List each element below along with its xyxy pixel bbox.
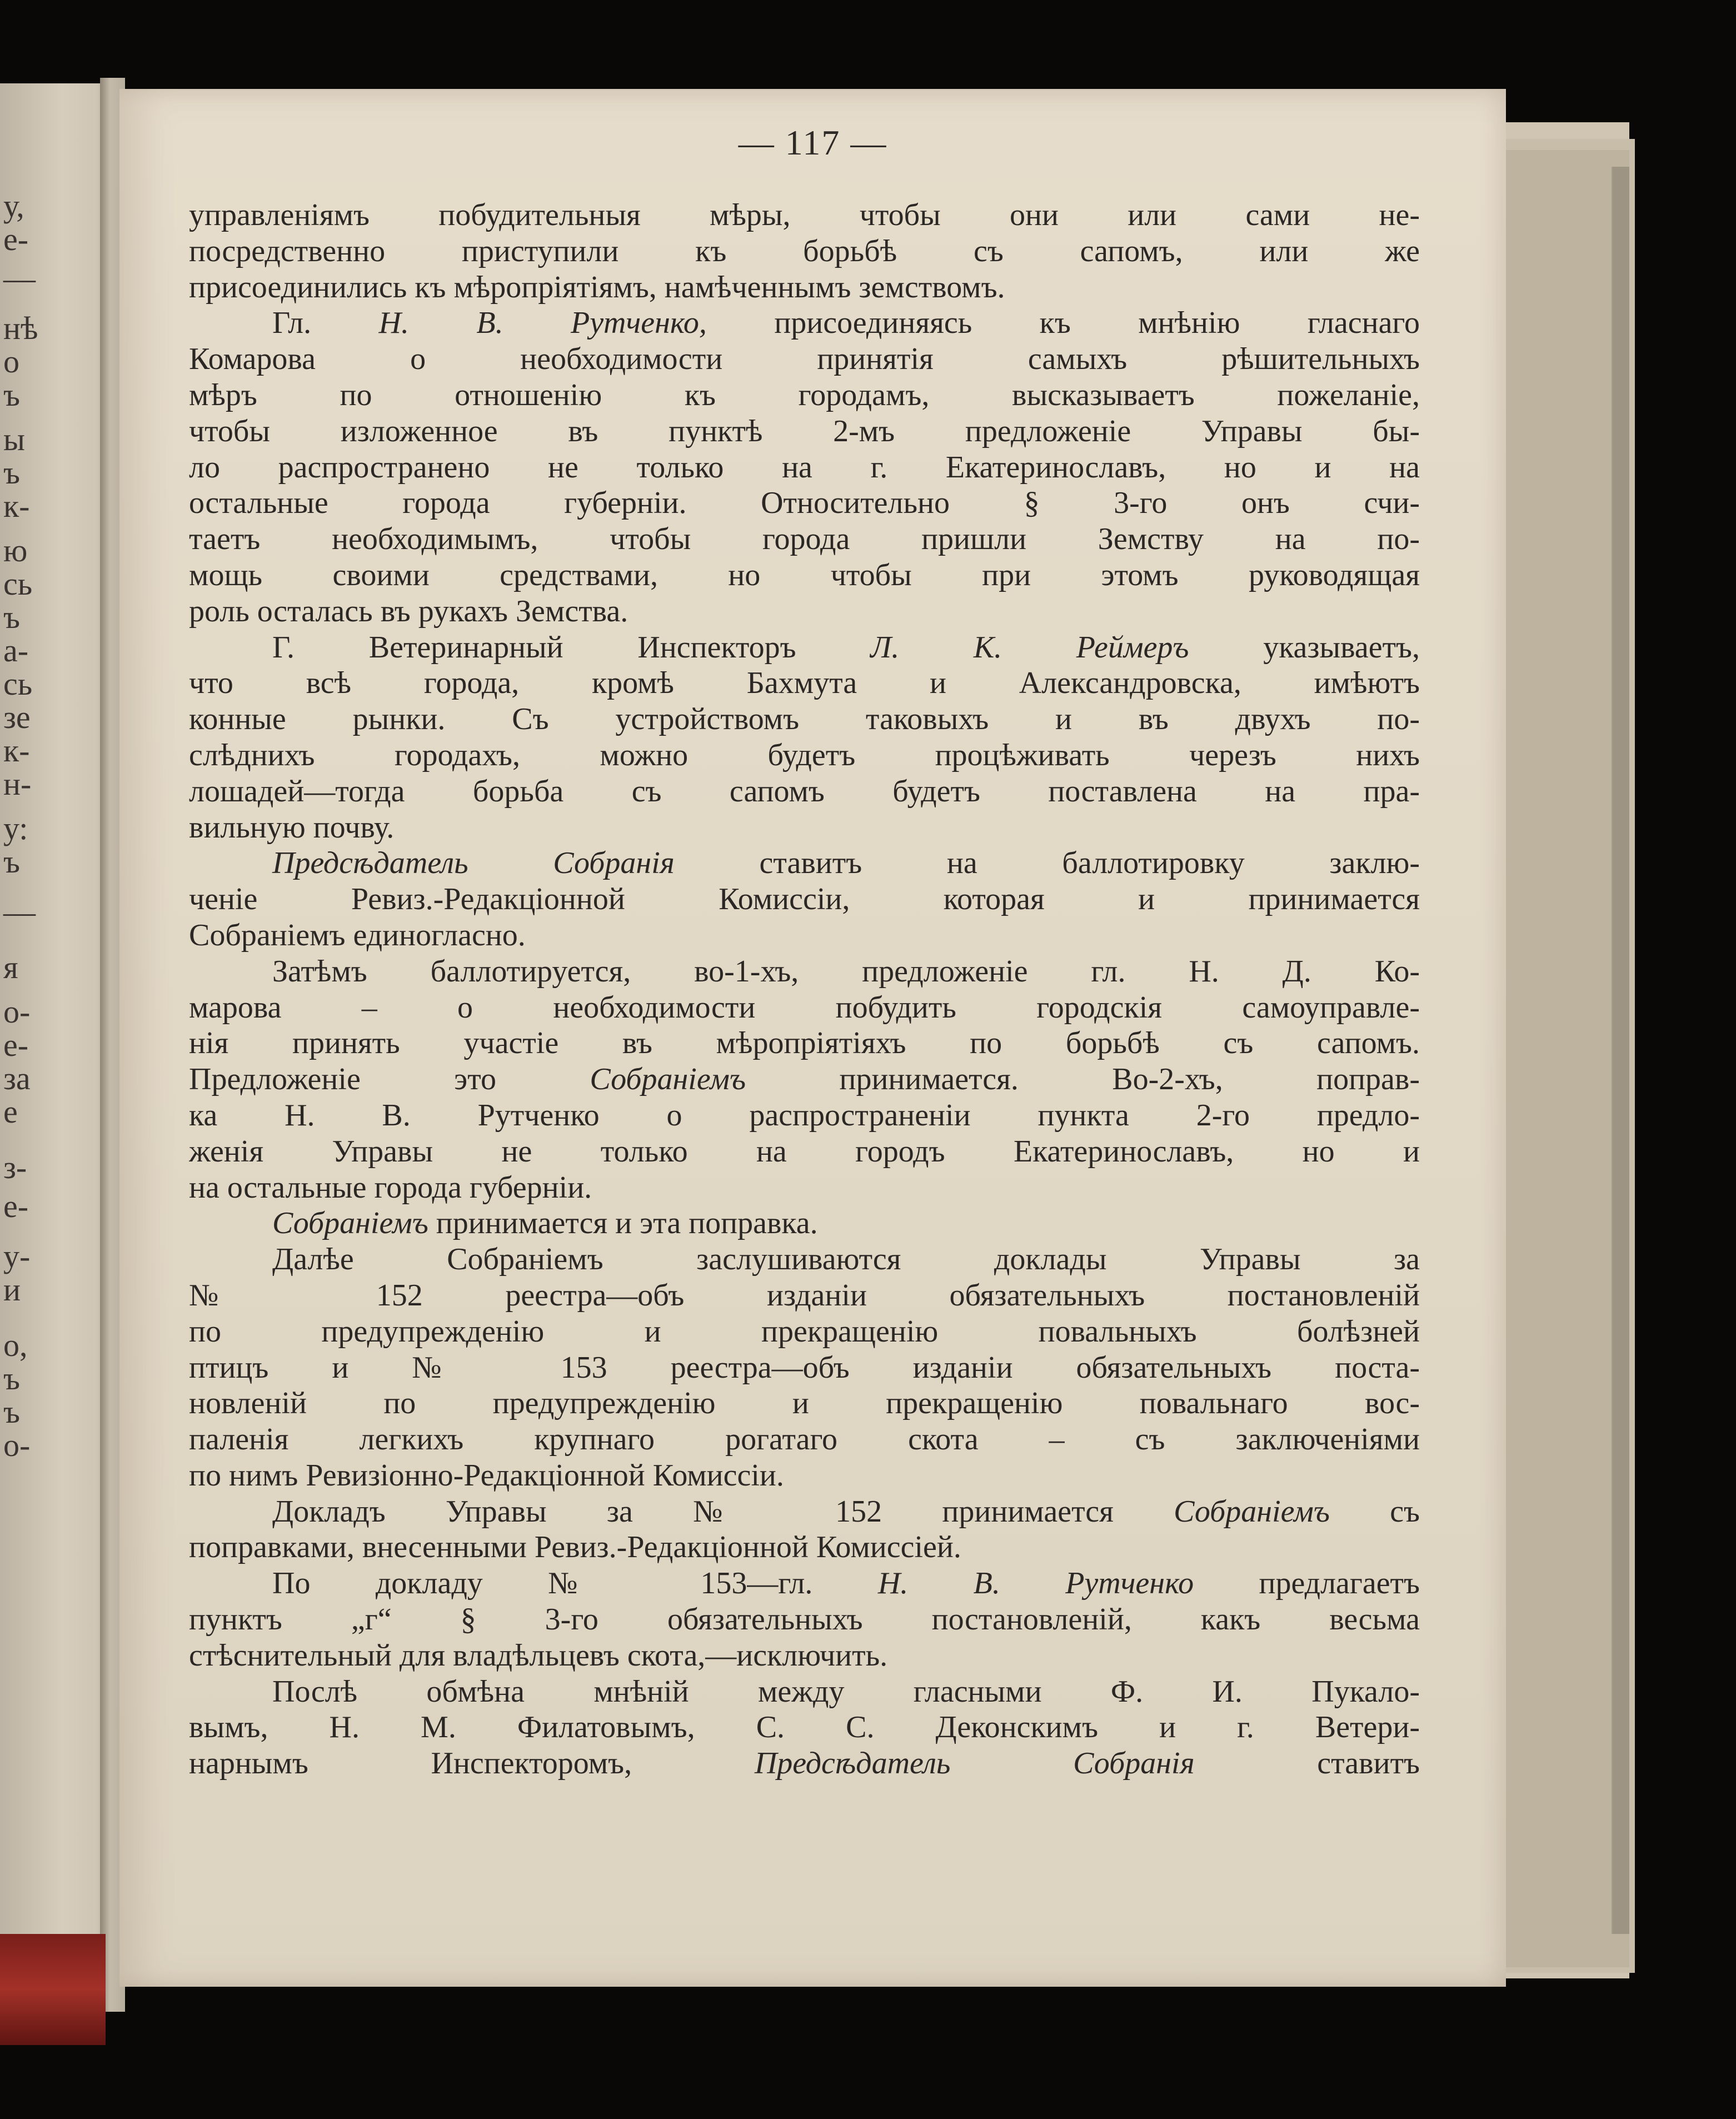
previous-page-fragment: з- (3, 1149, 27, 1185)
text-segment: чтобы изложенное въ пунктѣ 2-мъ предложеніе Управы бы- (189, 413, 1420, 448)
text-line (189, 485, 1420, 521)
text-segment: принимается и эта поправка. (428, 1206, 818, 1241)
text-segment: вильную почву. (189, 810, 395, 845)
previous-page-fragment: ъ (3, 1394, 20, 1430)
text-segment: вымъ, Н. М. Филатовымъ, С. С. Деконскимъ и г. Ветери- (189, 1710, 1420, 1745)
italic-name: Н. В. Рутченко (877, 1566, 1194, 1601)
text-line (189, 413, 1420, 450)
text-segment: присоединились къ мѣропріятіямъ, намѣченнымъ земствомъ. (189, 270, 1005, 305)
text-segment: Собраніемъ единогласно. (189, 918, 526, 953)
text-line (189, 521, 1420, 557)
previous-page-fragment: за (3, 1060, 31, 1096)
previous-page-fragment: о- (3, 994, 31, 1030)
previous-page-fragment: к- (3, 488, 30, 524)
text-line (189, 1278, 1420, 1314)
text-segment: роль осталась въ рукахъ Земства. (189, 594, 628, 629)
text-segment: слѣднихъ городахъ, можно будетъ процѣживать черезъ нихъ (189, 737, 1420, 772)
text-segment: стѣснительный для владѣльцевъ скота,—исключить. (189, 1638, 888, 1673)
text-segment: марова – о необходимости побудить городскія самоуправле- (189, 990, 1420, 1025)
text-line (189, 557, 1420, 594)
italic-name: Предсѣдатель Собранія (272, 846, 675, 881)
text-segment: по предупрежденію и прекращенію повальныхъ болѣзней (189, 1314, 1420, 1349)
previous-page-fragment: у, (3, 188, 24, 224)
previous-page-fragment: ъ (3, 844, 20, 880)
previous-page-fragment: ъ (3, 455, 20, 491)
book-page (119, 89, 1506, 1987)
previous-page-fragment: а- (3, 632, 29, 669)
text-segment: Послѣ обмѣна мнѣній между гласными Ф. И. Пукало- (272, 1674, 1420, 1709)
previous-page-fragment: е- (3, 1188, 29, 1224)
previous-page-fragment: о (3, 343, 19, 380)
previous-page-fragment: — (3, 260, 36, 296)
text-segment: таетъ необходимымъ, чтобы города пришли Земству на по- (189, 522, 1420, 557)
text-line (189, 1602, 1420, 1638)
page-body-text (189, 197, 1420, 1782)
text-line (189, 990, 1420, 1026)
text-segment: поправками, внесенными Ревиз.-Редакціонной Комиссіей. (189, 1530, 961, 1565)
previous-page-fragment: сь (3, 566, 33, 602)
text-line (189, 1746, 1420, 1782)
italic-name: Собраніемъ (272, 1206, 428, 1241)
previous-page-fragment: и (3, 1272, 21, 1308)
text-segment: Затѣмъ баллотируется, во-1-хъ, предложеніе гл. Н. Д. Ко- (272, 954, 1420, 989)
text-line (189, 881, 1420, 918)
previous-page-fragment: ю (3, 532, 28, 569)
previous-page-fragment: к- (3, 732, 30, 769)
text-line (189, 1565, 1420, 1602)
text-line (189, 1098, 1420, 1134)
text-line (189, 665, 1420, 701)
text-segment: ставитъ на баллотировку заклю- (674, 846, 1420, 881)
text-segment: по нимъ Ревизіонно-Редакціонной Комиссіи. (189, 1458, 784, 1493)
previous-page-fragment: ъ (3, 1360, 20, 1397)
italic-name: Н. В. Рутченко, (378, 306, 707, 341)
italic-name: Предсѣдатель Собранія (754, 1746, 1195, 1781)
previous-page-fragment: о- (3, 1427, 31, 1463)
text-line (189, 810, 1420, 846)
previous-page-fragment: сь (3, 666, 33, 702)
text-line (189, 594, 1420, 630)
text-segment: что всѣ города, кромѣ Бахмута и Александровска, имѣютъ (189, 666, 1420, 701)
text-line (189, 1529, 1420, 1565)
text-line (189, 954, 1420, 990)
text-segment: посредственно приступили къ борьбѣ съ сапомъ, или же (189, 233, 1420, 268)
text-line (189, 1061, 1420, 1098)
text-segment: нарнымъ Инспекторомъ, (189, 1746, 755, 1781)
text-segment: на остальные города губерніи. (189, 1170, 592, 1205)
text-segment: конные рынки. Съ устройствомъ таковыхъ и въ двухъ по- (189, 702, 1420, 737)
text-segment: мощь своими средствами, но чтобы при этомъ руководящая (189, 557, 1420, 592)
previous-page-fragment: у: (3, 810, 28, 846)
text-segment: указываетъ, (1189, 630, 1420, 665)
text-line (189, 450, 1420, 486)
text-line (189, 1494, 1420, 1530)
previous-page-fragment: е- (3, 221, 29, 257)
page-stack-edge (1495, 150, 1629, 1967)
previous-page-fragment: о, (3, 1327, 28, 1363)
text-line (189, 1422, 1420, 1458)
text-line (189, 1674, 1420, 1710)
text-segment: паленія легкихъ крупнаго рогатаго скота – съ заключеніями (189, 1422, 1420, 1457)
previous-page-fragment: н- (3, 766, 32, 802)
text-segment: мѣръ по отношенію къ городамъ, высказываетъ пожеланіе, (189, 377, 1420, 412)
text-segment: Далѣе Собраніемъ заслушиваются доклады Управы за (272, 1242, 1420, 1277)
page-number: — 117 — (738, 123, 887, 162)
text-line (189, 305, 1420, 341)
text-segment: нія принять участіе въ мѣропріятіяхъ по борьбѣ съ сапомъ. (189, 1026, 1420, 1061)
text-segment: женія Управы не только на городъ Екатеринославъ, но и (189, 1134, 1420, 1169)
previous-page-fragment: я (3, 949, 18, 985)
text-segment: ло распространено не только на г. Екатеринославъ, но и на (189, 450, 1420, 485)
text-line (189, 197, 1420, 233)
book-cover-edge (0, 1934, 106, 2045)
text-segment: По докладу № 153—гл. (272, 1566, 878, 1601)
text-line (189, 701, 1420, 737)
text-segment: управленіямъ побудительныя мѣры, чтобы они или сами не- (189, 198, 1420, 232)
text-segment: съ (1329, 1494, 1420, 1529)
text-segment: новленій по предупрежденію и прекращенію повальнаго вос- (189, 1386, 1420, 1421)
previous-page-fragment: ы (3, 421, 25, 457)
page-stack-edge (1612, 167, 1629, 1934)
previous-page-fragment: нѣ (3, 310, 38, 346)
italic-name: Собраніемъ (1174, 1494, 1330, 1529)
previous-page-fragment: ъ (3, 599, 20, 635)
text-line (189, 1025, 1420, 1061)
text-line (189, 1709, 1420, 1746)
text-line (189, 1205, 1420, 1242)
text-line (189, 1385, 1420, 1422)
text-segment: Г. Ветеринарный Инспекторъ (272, 630, 871, 665)
previous-page-fragment: — (3, 894, 36, 930)
text-line (189, 1170, 1420, 1206)
text-segment: лошадей—тогда борьба съ сапомъ будетъ поставлена на пра- (189, 774, 1420, 809)
text-segment: присоединяясь къ мнѣнію гласнаго (706, 306, 1420, 341)
text-line (189, 1458, 1420, 1494)
previous-page-fragment: ъ (3, 377, 20, 413)
text-line (189, 1638, 1420, 1674)
text-segment: № 152 реестра—объ изданіи обязательныхъ постановленій (189, 1278, 1420, 1313)
text-line (189, 1314, 1420, 1350)
previous-page-fragment: зе (3, 699, 31, 735)
text-line (189, 377, 1420, 413)
text-line (189, 1350, 1420, 1386)
text-line (189, 1242, 1420, 1278)
text-line (189, 737, 1420, 774)
text-segment: Комарова о необходимости принятія самыхъ рѣшительныхъ (189, 342, 1420, 377)
text-segment: ставитъ (1194, 1746, 1420, 1781)
text-line (189, 630, 1420, 666)
previous-page-edge (0, 83, 114, 1995)
text-segment: птицъ и № 153 реестра—объ изданіи обязательныхъ поста- (189, 1350, 1420, 1385)
text-line (189, 1134, 1420, 1170)
text-segment: Предложеніе это (189, 1062, 590, 1097)
text-segment: Гл. (272, 306, 379, 341)
text-segment: Докладъ Управы за № 152 принимается (272, 1494, 1174, 1529)
text-line (189, 233, 1420, 270)
italic-name: Собраніемъ (590, 1062, 746, 1097)
text-line (189, 845, 1420, 881)
previous-page-fragment: е- (3, 1027, 29, 1063)
text-segment: предлагаетъ (1194, 1566, 1420, 1601)
text-segment: ка Н. В. Рутченко о распространеніи пункта 2-го предло- (189, 1098, 1420, 1133)
italic-name: Л. К. Реймеръ (870, 630, 1189, 665)
text-segment: пунктъ „г“ § 3-го обязательныхъ постановленій, какъ весьма (189, 1602, 1420, 1637)
text-line (189, 341, 1420, 377)
text-segment: остальные города губерніи. Относительно § 3-го онъ счи- (189, 486, 1420, 521)
text-line (189, 918, 1420, 954)
previous-page-fragment: е (3, 1094, 18, 1130)
text-segment: принимается. Во-2-хъ, поправ- (746, 1062, 1420, 1097)
previous-page-fragment: у- (3, 1238, 31, 1274)
text-line (189, 774, 1420, 810)
text-segment: ченіе Ревиз.-Редакціонной Комиссіи, которая и принимается (189, 882, 1420, 917)
text-line (189, 270, 1420, 306)
